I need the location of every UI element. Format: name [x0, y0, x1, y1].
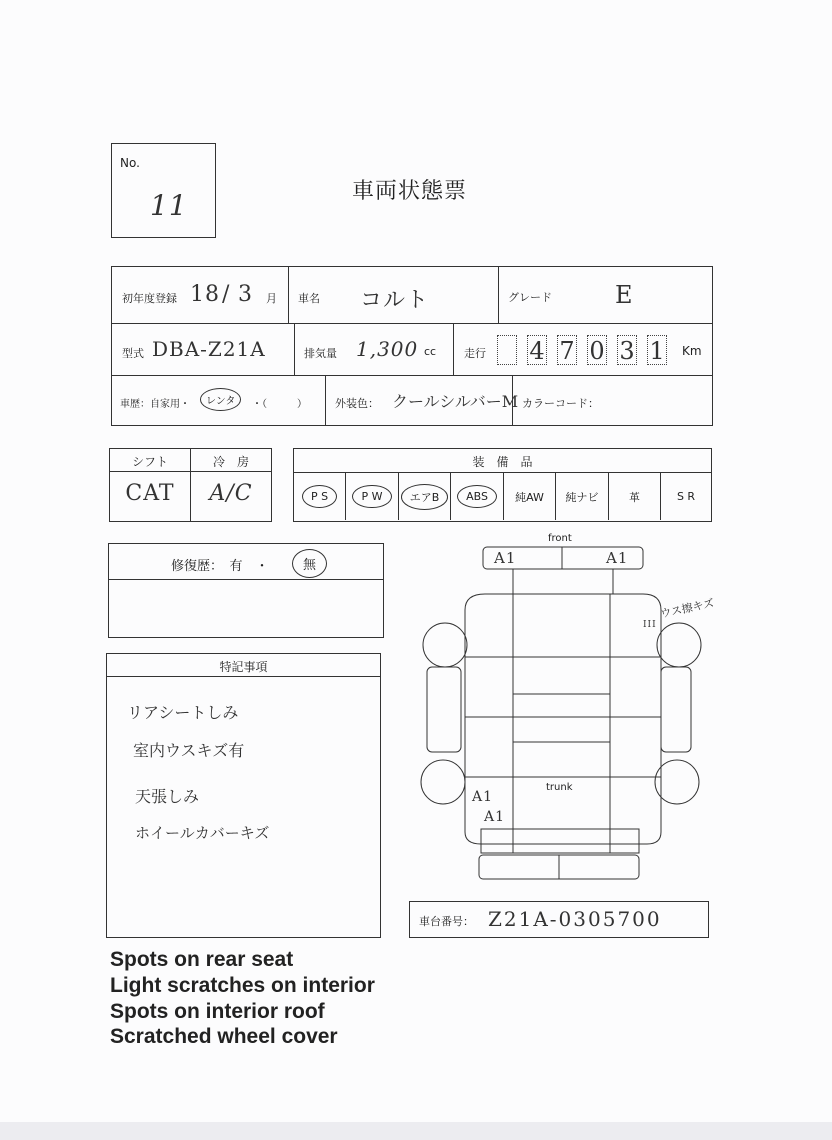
model-label: 型式: [122, 347, 144, 360]
chassis-number-box: [409, 901, 709, 938]
scan-edge: [0, 1122, 832, 1140]
displacement-unit: cc: [424, 345, 437, 358]
note-line: 天張しみ: [135, 787, 200, 806]
equipment-item-label: エアB: [401, 484, 449, 510]
first-reg-month: 3: [238, 282, 253, 307]
car-diagram: [415, 532, 725, 892]
shift-value: CAT: [125, 481, 175, 506]
equipment-item-label: S R: [676, 490, 696, 503]
first-reg-unit: 月: [266, 292, 277, 305]
equipment-item-label: ABS: [457, 485, 497, 508]
grade-label: グレード: [508, 291, 552, 304]
equipment-table: [293, 448, 712, 522]
mileage-digit: 7: [557, 335, 577, 365]
equipment-cells: [294, 473, 711, 521]
first-reg-sep: /: [222, 282, 231, 307]
damage-mark-side: ウス擦キズ: [659, 596, 716, 621]
equipment-item-label: 純AW: [515, 490, 544, 504]
mileage-digit: 3: [617, 335, 637, 365]
color-value: クールシルバーM: [392, 392, 519, 411]
repair-circled: 無: [292, 549, 327, 578]
equipment-item: [451, 473, 504, 520]
notes-box: [106, 653, 381, 938]
chassis-value: Z21A-0305700: [488, 907, 662, 931]
equipment-item: [609, 473, 661, 520]
translation-line: Light scratches on interior: [110, 974, 375, 997]
shift-ac-table: [109, 448, 272, 522]
chassis-label: 車台番号：: [419, 915, 474, 928]
notes-label: 特記事項: [219, 660, 268, 674]
ac-label: 冷 房: [212, 455, 249, 469]
mileage-digit: [497, 335, 517, 365]
model-value: DBA-Z21A: [152, 337, 266, 361]
equipment-item: [661, 473, 711, 520]
car-name-value: コルト: [360, 288, 430, 313]
equipment-item: [556, 473, 609, 520]
mileage-digit: 4: [527, 335, 547, 365]
note-line: 室内ウスキズ有: [133, 741, 245, 760]
displacement-label: 排気量: [304, 347, 337, 360]
equipment-label: 装 備 品: [472, 455, 533, 469]
info-table: [111, 266, 713, 426]
translation-line: Spots on rear seat: [110, 948, 294, 971]
color-code-label: カラーコード：: [522, 397, 599, 410]
damage-mark-rear: A1: [484, 809, 506, 825]
number-label: No.: [120, 156, 140, 170]
history-circled: レンタ: [200, 388, 241, 411]
mileage-digit: 1: [647, 335, 667, 365]
equipment-item-label: P S: [302, 485, 337, 508]
equipment-item: [346, 473, 399, 520]
damage-mark-rear: A1: [472, 789, 494, 805]
first-reg-label: 初年度登録: [122, 292, 177, 305]
mileage-label: 走行: [464, 347, 486, 360]
first-reg-year: 18: [190, 282, 220, 307]
number-box: [111, 143, 216, 238]
mileage-digits: [497, 331, 677, 371]
mileage-unit: Km: [682, 344, 702, 358]
displacement-value: 1,300: [356, 337, 419, 361]
trunk-label: trunk: [546, 782, 573, 793]
equipment-item-label: 純ナビ: [565, 490, 599, 504]
note-line: ホイールカバーキズ: [135, 824, 270, 842]
mileage-digit: 0: [587, 335, 607, 365]
grade-value: E: [615, 281, 634, 309]
damage-tick-mark: III: [643, 620, 657, 630]
history-rest: ・（ ）: [252, 399, 307, 410]
translation-line: Spots on interior roof: [110, 1000, 325, 1023]
equipment-item: [504, 473, 556, 520]
page-title: 車両状態票: [352, 179, 468, 204]
damage-mark-front-right: A1: [606, 549, 629, 567]
note-line: リアシートしみ: [127, 703, 239, 722]
repair-label: 修復歴： 有 ・: [171, 559, 269, 574]
ac-value: A/C: [209, 481, 253, 506]
equipment-item-label: 革: [629, 490, 640, 504]
color-label: 外装色：: [335, 397, 379, 410]
car-name-label: 車名: [298, 292, 320, 305]
front-label: front: [548, 533, 572, 544]
equipment-item: [294, 473, 346, 520]
equipment-item: [399, 473, 451, 520]
equipment-item-label: P W: [352, 485, 391, 508]
history-label: 車歴：自家用・: [120, 399, 190, 410]
repair-history-box: [108, 543, 384, 638]
damage-mark-front-left: A1: [494, 549, 517, 567]
number-value: 11: [150, 189, 188, 222]
shift-label: シフト: [131, 455, 168, 469]
translation-line: Scratched wheel cover: [110, 1025, 338, 1048]
